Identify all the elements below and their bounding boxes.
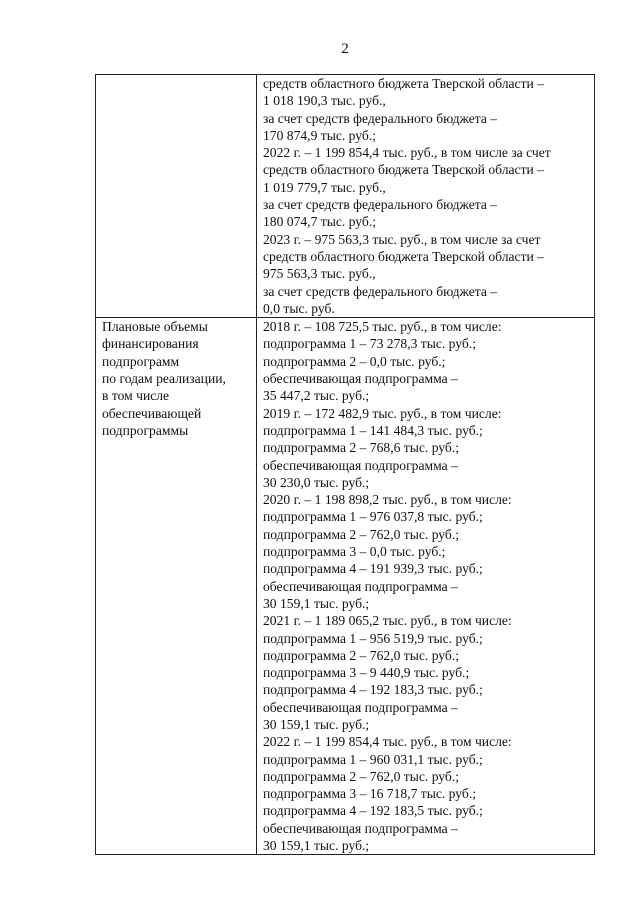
value-line: 1 018 190,3 тыс. руб.,: [263, 93, 386, 109]
value-line: подпрограмма 3 – 0,0 тыс. руб.;: [263, 544, 446, 560]
value-line: 2020 г. – 1 198 898,2 тыс. руб., в том числе:: [263, 492, 512, 508]
label-cell: [96, 318, 257, 855]
value-line: средств областного бюджета Тверской области –: [263, 76, 544, 91]
value-line: подпрограмма 3 – 9 440,9 тыс. руб.;: [263, 665, 470, 681]
value-line: подпрограмма 1 – 141 484,3 тыс. руб.;: [263, 422, 483, 438]
value-line: 2023 г. – 975 563,3 тыс. руб., в том числе за счет: [263, 231, 541, 247]
value-line: за счет средств федерального бюджета –: [263, 283, 498, 299]
label-line: по годам реализации,: [102, 371, 226, 387]
value-line: подпрограмма 2 – 768,6 тыс. руб.;: [263, 440, 460, 456]
label-line: подпрограммы: [102, 422, 189, 438]
page-number: 2: [341, 41, 349, 57]
value-line: 2022 г. – 1 199 854,4 тыс. руб., в том числе:: [263, 734, 512, 750]
label-line: обеспечивающей: [102, 405, 202, 421]
value-cell: [257, 75, 595, 318]
value-line: 30 159,1 тыс. руб.;: [263, 716, 370, 732]
value-line: подпрограмма 4 – 192 183,3 тыс. руб.;: [263, 682, 483, 698]
value-line: 1 019 779,7 тыс. руб.,: [263, 179, 386, 195]
document-table: [95, 74, 595, 855]
value-line: обеспечивающая подпрограмма –: [263, 820, 458, 836]
value-line: средств областного бюджета Тверской области –: [263, 248, 544, 264]
value-line: 35 447,2 тыс. руб.;: [263, 388, 370, 404]
value-line: 30 230,0 тыс. руб.;: [263, 474, 370, 490]
value-line: 2018 г. – 108 725,5 тыс. руб., в том числе:: [263, 319, 502, 335]
label-line: подпрограмм: [102, 353, 180, 369]
value-cell: [257, 318, 595, 855]
value-line: подпрограмма 1 – 976 037,8 тыс. руб.;: [263, 509, 483, 525]
value-line: подпрограмма 2 – 762,0 тыс. руб.;: [263, 768, 460, 784]
value-line: подпрограмма 1 – 73 278,3 тыс. руб.;: [263, 336, 477, 352]
value-line: обеспечивающая подпрограмма –: [263, 371, 458, 387]
value-line: 2021 г. – 1 189 065,2 тыс. руб., в том числе:: [263, 613, 512, 629]
table-row: [96, 75, 595, 318]
value-line: 2022 г. – 1 199 854,4 тыс. руб., в том числе за счет: [263, 145, 551, 161]
value-line: обеспечивающая подпрограмма –: [263, 578, 458, 594]
value-line: подпрограмма 1 – 960 031,1 тыс. руб.;: [263, 751, 483, 767]
value-line: 170 874,9 тыс. руб.;: [263, 127, 377, 143]
value-line: 2019 г. – 172 482,9 тыс. руб., в том числе:: [263, 405, 502, 421]
value-line: обеспечивающая подпрограмма –: [263, 699, 458, 715]
value-line: подпрограмма 3 – 16 718,7 тыс. руб.;: [263, 786, 477, 802]
value-line: 30 159,1 тыс. руб.;: [263, 838, 370, 854]
label-line: финансирования: [102, 336, 199, 352]
value-line: подпрограмма 1 – 956 519,9 тыс. руб.;: [263, 630, 483, 646]
value-line: за счет средств федерального бюджета –: [263, 197, 498, 213]
value-line: подпрограмма 2 – 762,0 тыс. руб.;: [263, 647, 460, 663]
table-row: [96, 318, 595, 855]
value-line: 0,0 тыс. руб.: [263, 300, 335, 316]
document-table-body: [96, 75, 595, 855]
value-line: 30 159,1 тыс. руб.;: [263, 595, 370, 611]
value-line: 975 563,3 тыс. руб.,: [263, 266, 376, 282]
value-line: обеспечивающая подпрограмма –: [263, 457, 458, 473]
label-line: в том числе: [102, 388, 170, 404]
value-line: за счет средств федерального бюджета –: [263, 110, 498, 126]
value-line: подпрограмма 2 – 0,0 тыс. руб.;: [263, 353, 446, 369]
value-line: подпрограмма 4 – 192 183,5 тыс. руб.;: [263, 803, 483, 819]
value-line: средств областного бюджета Тверской области –: [263, 162, 544, 178]
label-line: Плановые объемы: [102, 319, 208, 335]
value-line: подпрограмма 4 – 191 939,3 тыс. руб.;: [263, 561, 483, 577]
label-cell: [96, 75, 257, 318]
value-line: 180 074,7 тыс. руб.;: [263, 214, 377, 230]
value-line: подпрограмма 2 – 762,0 тыс. руб.;: [263, 526, 460, 542]
